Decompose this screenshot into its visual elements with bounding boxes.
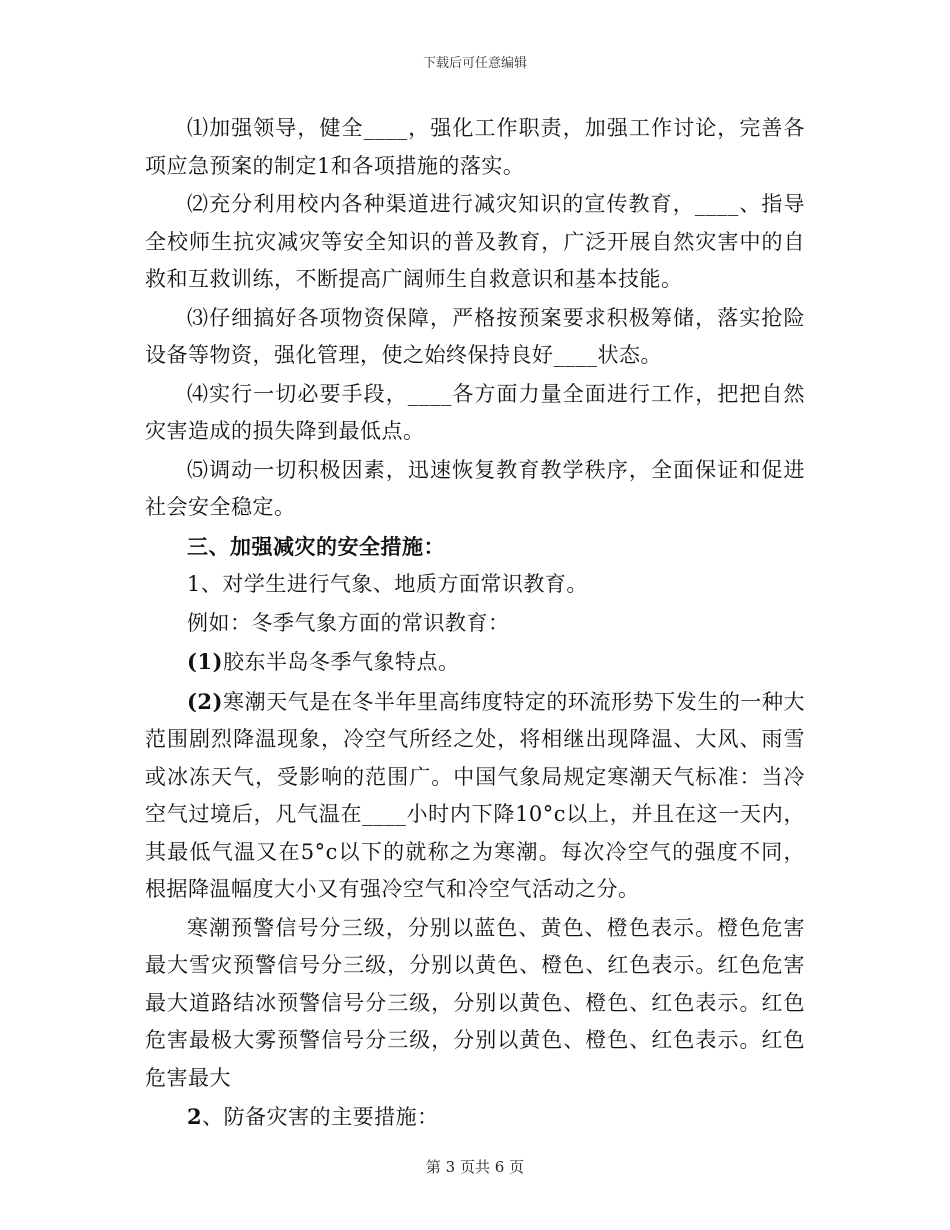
paragraph-4: ⑷实行一切必要手段，____各方面力量全面进行工作，把把自然灾害造成的损失降到最低点。 <box>145 381 805 443</box>
sub-item-2-text: 寒潮天气是在冬半年里高纬度特定的环流形势下发生的一种大范围剧烈降温现象，冷空气所经之处，将相继出现降温、大风、雨雪或冰冻天气，受影响的范围广。中国气象局规定寒潮天气标准：当冷空气过境后，凡气温在____小时内下降10°c以上，并且在这一天内，其最低气温又在5°c以下的就称之为寒潮。每次冷空气的强度不同，根据降温幅度大小又有强冷空气和冷空气活动之分。 <box>145 689 805 901</box>
section-heading: 三、加强减灾的安全措施： <box>187 533 445 559</box>
page-header: 下载后可任意编辑 <box>422 56 527 71</box>
sub-item-2 <box>145 683 805 909</box>
document-body <box>145 110 805 1137</box>
page-footer: 第 3 页共 6 页 <box>425 1158 525 1176</box>
sub-item-1-number: (1) <box>187 649 223 674</box>
sub-item-1 <box>145 643 805 682</box>
paragraph-3: ⑶仔细搞好各项物资保障，严格按预案要求积极筹储，落实抢险设备等物资，强化管理，使之始终保持良好____状态。 <box>145 305 805 367</box>
example-line: 例如：冬季气象方面的常识教育： <box>187 610 510 635</box>
item-2 <box>145 1098 805 1137</box>
paragraph-1: ⑴加强领导，健全____，强化工作职责，加强工作讨论，完善各项应急预案的制定1和各项措施的落实。 <box>145 116 805 178</box>
sub-item-2-number: (2) <box>187 688 223 714</box>
paragraph-2: ⑵充分利用校内各种渠道进行减灾知识的宣传教育，____、指导全校师生抗灾减灾等安全知识的普及教育，广泛开展自然灾害中的自救和互救训练，不断提高广阔师生自救意识和基本技能。 <box>145 192 805 291</box>
warning-paragraph: 寒潮预警信号分三级，分别以蓝色、黄色、橙色表示。橙色危害最大雪灾预警信号分三级，分别以黄色、橙色、红色表示。红色危害最大道路结冰预警信号分三级，分别以黄色、橙色、红色表示。红色危害最极大雾预警信号分三级，分别以黄色、橙色、红色表示。红色危害最大 <box>145 915 805 1090</box>
item-2-number: 2 <box>187 1104 203 1129</box>
item-2-text: 、防备灾害的主要措施： <box>202 1105 439 1129</box>
paragraph-5: ⑸调动一切积极因素，迅速恢复教育教学秩序，全面保证和促进社会安全稳定。 <box>145 457 805 519</box>
item-1: 1、对学生进行气象、地质方面常识教育。 <box>187 572 588 596</box>
sub-item-1-text: 胶东半岛冬季气象特点。 <box>222 650 460 674</box>
